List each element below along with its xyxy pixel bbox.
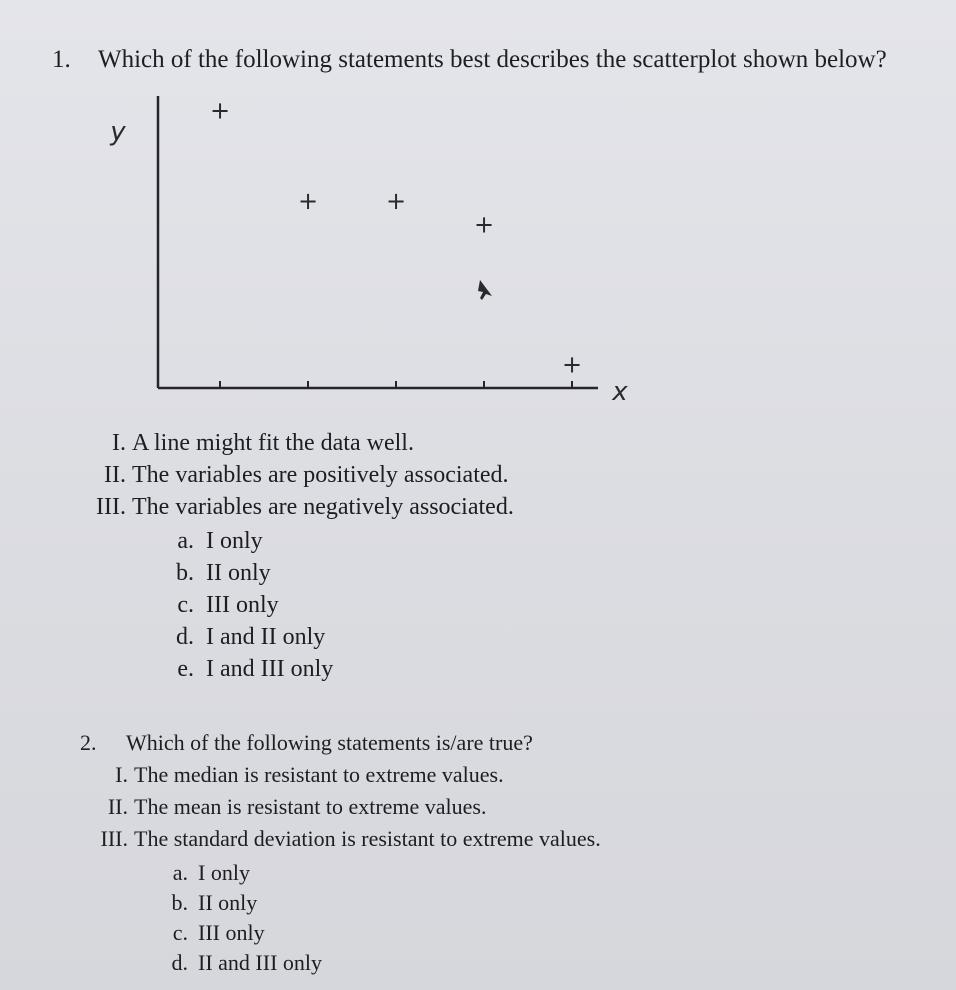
q1-option-b[interactable]: b. II only [176, 560, 271, 586]
scatter-point: + [561, 350, 583, 379]
q1-option-d[interactable]: d. I and II only [176, 624, 326, 650]
q2-option-a[interactable]: a. I only [172, 860, 250, 885]
scatter-point: + [385, 187, 407, 216]
q1-statement: I. A line might fit the data well. [112, 430, 414, 456]
q2-option-c[interactable]: c. III only [172, 920, 265, 945]
question-1-text: Which of the following statements best describes the scatterplot shown below? [98, 46, 887, 73]
q1-statement: III. The variables are negatively associated. [96, 494, 514, 520]
q2-statement: II. The mean is resistant to extreme values. [107, 794, 487, 819]
q1-option-c[interactable]: c. III only [177, 592, 279, 618]
question-2-text: Which of the following statements is/are true? [126, 730, 533, 755]
question-1-number: 1. [52, 46, 71, 73]
scatter-point: + [473, 210, 495, 239]
scatter-point: + [297, 187, 319, 216]
q1-option-a[interactable]: a. I only [177, 528, 263, 554]
mouse-cursor-icon [478, 280, 492, 300]
scatterplot [90, 90, 650, 410]
q2-statement: I. The median is resistant to extreme values. [115, 762, 504, 787]
q2-option-d[interactable]: d. II and III only [171, 950, 323, 975]
q1-statement: II. The variables are positively associated. [104, 462, 509, 488]
q2-option-b[interactable]: b. II only [171, 890, 258, 915]
x-axis-label: x [612, 377, 628, 407]
q1-option-e[interactable]: e. I and III only [177, 656, 334, 682]
scatter-point: + [209, 96, 231, 125]
question-2-number: 2. [80, 730, 97, 755]
y-axis-label: y [110, 117, 126, 147]
q2-statement: III. The standard deviation is resistant to extreme values. [100, 826, 601, 851]
